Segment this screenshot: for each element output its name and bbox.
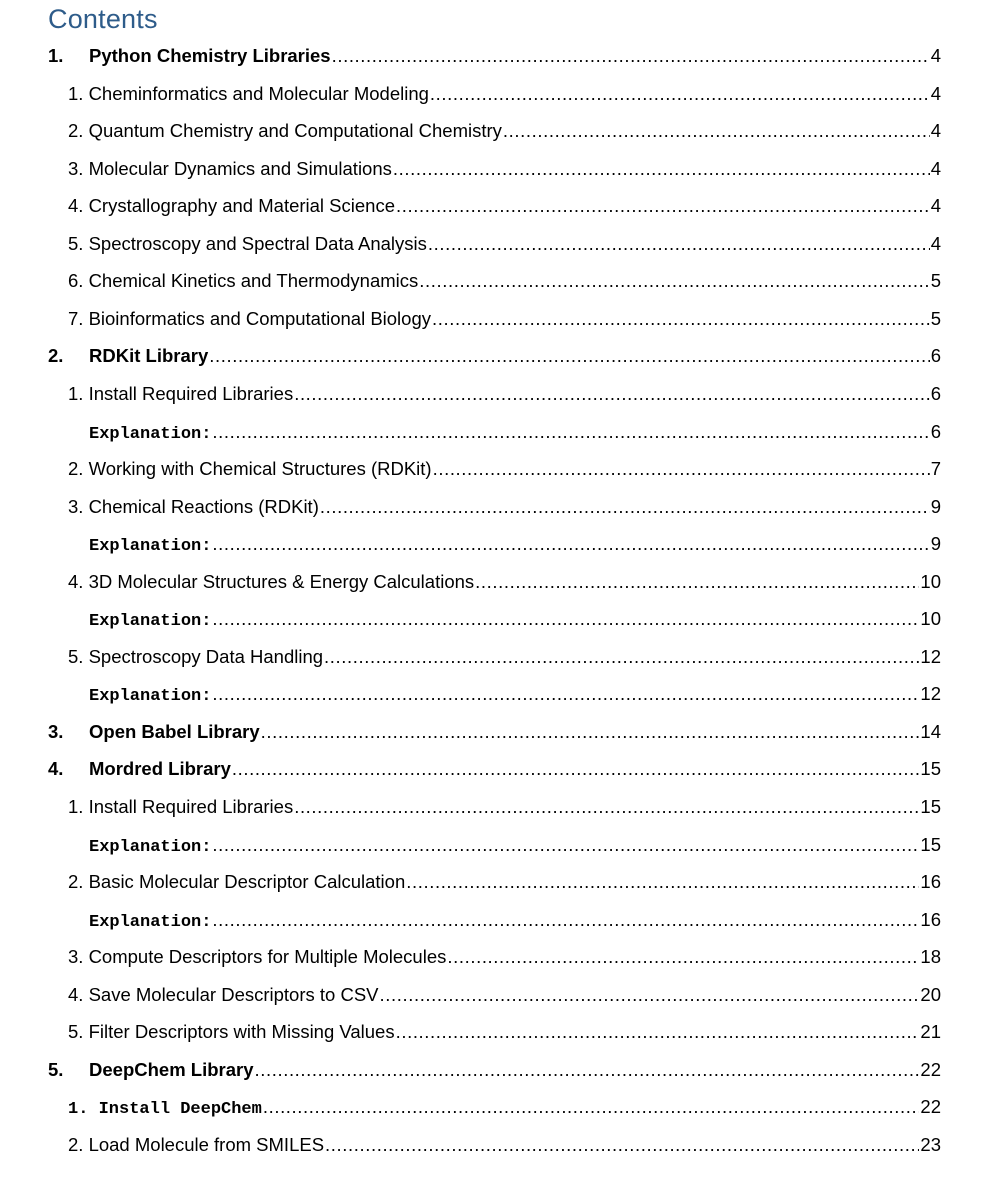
toc-entry-page-number: 15 (920, 834, 941, 855)
toc-entry-page-number: 23 (920, 1134, 941, 1155)
toc-entry[interactable] (0, 156, 941, 182)
toc-dot-leader (212, 907, 919, 933)
toc-entry[interactable] (0, 644, 941, 670)
toc-entry[interactable] (0, 719, 941, 745)
toc-entry-number: 5. (48, 1059, 64, 1080)
toc-dot-leader (212, 832, 919, 858)
toc-dot-leader (447, 944, 919, 970)
toc-entry[interactable] (0, 306, 941, 332)
toc-entry-page-number: 21 (920, 1021, 941, 1042)
toc-entry-page-number: 15 (920, 758, 941, 779)
toc-entry-label: 5. Spectroscopy Data Handling (68, 646, 324, 667)
toc-entry-label: 1. Install Required Libraries (68, 796, 294, 817)
toc-entry-label: 3. Chemical Reactions (RDKit) (68, 496, 319, 517)
toc-entry-page-number: 4 (930, 195, 941, 216)
toc-dot-leader (232, 756, 920, 782)
toc-entry-number: 4. (48, 758, 64, 779)
toc-dot-leader (255, 1057, 920, 1083)
toc-dot-leader (324, 644, 919, 670)
toc-entry-label: Mordred Library (89, 758, 231, 779)
toc-entry-page-number: 16 (920, 871, 941, 892)
toc-entry-page-number: 22 (920, 1059, 941, 1080)
toc-entry[interactable] (0, 832, 941, 858)
toc-dot-leader (212, 531, 929, 557)
toc-entry[interactable] (0, 118, 941, 144)
toc-entry-page-number: 5 (930, 270, 941, 291)
toc-entry-label: 4. Crystallography and Material Science (68, 195, 395, 216)
toc-entry[interactable] (0, 419, 941, 445)
toc-entry-page-number: 15 (920, 796, 941, 817)
toc-entry-number: 3. (48, 721, 64, 742)
toc-entry-label: Explanation: (89, 838, 212, 857)
toc-entry-label: 5. Filter Descriptors with Missing Values (68, 1021, 395, 1042)
toc-entry-page-number: 12 (920, 683, 941, 704)
toc-dot-leader (396, 193, 930, 219)
toc-entry-label: 2. Quantum Chemistry and Computational Chemistry (68, 120, 502, 141)
toc-entry-page-number: 10 (920, 608, 941, 629)
toc-entry-label: Python Chemistry Libraries (89, 45, 331, 66)
toc-entry[interactable] (0, 81, 941, 107)
toc-entry-page-number: 7 (930, 458, 941, 479)
toc-entry-page-number: 14 (920, 721, 941, 742)
toc-dot-leader (430, 81, 930, 107)
toc-entry-label: RDKit Library (89, 345, 209, 366)
toc-entry-label: 3. Compute Descriptors for Multiple Molecules (68, 946, 447, 967)
toc-dot-leader (294, 381, 930, 407)
toc-entry-page-number: 20 (920, 984, 941, 1005)
toc-dot-leader (209, 343, 929, 369)
toc-entry-page-number: 9 (930, 496, 941, 517)
toc-entry[interactable] (0, 43, 941, 69)
toc-entry-page-number: 22 (920, 1096, 941, 1117)
toc-entry-label: 6. Chemical Kinetics and Thermodynamics (68, 270, 419, 291)
toc-entry[interactable] (0, 907, 941, 933)
toc-dot-leader (320, 494, 930, 520)
toc-entry-label: 1. Cheminformatics and Molecular Modeling (68, 83, 429, 104)
toc-entry-number: 2. (48, 345, 64, 366)
toc-dot-leader (419, 268, 929, 294)
toc-dot-leader (212, 681, 919, 707)
toc-dot-leader (332, 43, 930, 69)
toc-dot-leader (263, 1094, 920, 1120)
toc-entry[interactable] (0, 193, 941, 219)
toc-entry[interactable] (0, 982, 941, 1008)
toc-entry-label: 1. Install DeepChem (68, 1100, 262, 1119)
toc-dot-leader (325, 1132, 919, 1158)
toc-dot-leader (261, 719, 920, 745)
toc-entry-page-number: 5 (930, 308, 941, 329)
toc-entry-label: 1. Install Required Libraries (68, 383, 294, 404)
toc-entry-label: Explanation: (89, 913, 212, 932)
toc-entry-label: 4. 3D Molecular Structures & Energy Calculations (68, 571, 475, 592)
toc-entry-page-number: 6 (930, 345, 941, 366)
toc-entry[interactable] (0, 569, 941, 595)
toc-entry[interactable] (0, 1094, 941, 1120)
toc-dot-leader (393, 156, 930, 182)
toc-dot-leader (380, 982, 920, 1008)
toc-entry[interactable] (0, 1132, 941, 1158)
toc-entry-page-number: 6 (930, 421, 941, 442)
toc-dot-leader (433, 456, 930, 482)
toc-entry[interactable] (0, 1057, 941, 1083)
toc-entry-label: Explanation: (89, 612, 212, 631)
toc-entry[interactable] (0, 944, 941, 970)
toc-entry-page-number: 4 (930, 45, 941, 66)
toc-entry[interactable] (0, 606, 941, 632)
toc-entry-number: 1. (48, 45, 64, 66)
toc-entry[interactable] (0, 681, 941, 707)
toc-entry-label: 7. Bioinformatics and Computational Biology (68, 308, 431, 329)
toc-entry-label: Explanation: (89, 687, 212, 706)
toc-entry-label: 2. Working with Chemical Structures (RDKit) (68, 458, 432, 479)
toc-entry-page-number: 4 (930, 233, 941, 254)
toc-entry-page-number: 6 (930, 383, 941, 404)
toc-entry-label: Explanation: (89, 537, 212, 556)
toc-entry[interactable] (0, 343, 941, 369)
toc-entry-label: 4. Save Molecular Descriptors to CSV (68, 984, 379, 1005)
toc-dot-leader (396, 1019, 920, 1045)
toc-entry-label: 2. Basic Molecular Descriptor Calculation (68, 871, 406, 892)
toc-entry[interactable] (0, 268, 941, 294)
toc-entry[interactable] (0, 456, 941, 482)
toc-entry[interactable] (0, 531, 941, 557)
toc-entry-page-number: 12 (920, 646, 941, 667)
toc-dot-leader (503, 118, 930, 144)
toc-entry-page-number: 4 (930, 83, 941, 104)
toc-entry-label: 2. Load Molecule from SMILES (68, 1134, 325, 1155)
toc-entry-page-number: 16 (920, 909, 941, 930)
toc-entry[interactable] (0, 869, 941, 895)
toc-entry[interactable] (0, 231, 941, 257)
toc-entry[interactable] (0, 794, 941, 820)
toc-dot-leader (212, 419, 929, 445)
toc-entry-label: Open Babel Library (89, 721, 260, 742)
toc-entry-page-number: 10 (920, 571, 941, 592)
toc-entry-label: DeepChem Library (89, 1059, 254, 1080)
toc-entry-label: Explanation: (89, 425, 212, 444)
toc-entry-label: 5. Spectroscopy and Spectral Data Analysis (68, 233, 427, 254)
toc-entry[interactable] (0, 756, 941, 782)
toc-entry-page-number: 4 (930, 158, 941, 179)
toc-entry[interactable] (0, 1019, 941, 1045)
toc-dot-leader (406, 869, 919, 895)
toc-dot-leader (475, 569, 919, 595)
toc-entry-page-number: 4 (930, 120, 941, 141)
toc-entry-label: 3. Molecular Dynamics and Simulations (68, 158, 392, 179)
page-title: Contents (48, 4, 158, 34)
toc-entry-page-number: 9 (930, 533, 941, 554)
toc-entry[interactable] (0, 494, 941, 520)
toc-dot-leader (212, 606, 919, 632)
toc-dot-leader (432, 306, 930, 332)
toc-dot-leader (428, 231, 930, 257)
toc-entry-page-number: 18 (920, 946, 941, 967)
toc-entry[interactable] (0, 381, 941, 407)
toc-dot-leader (294, 794, 919, 820)
